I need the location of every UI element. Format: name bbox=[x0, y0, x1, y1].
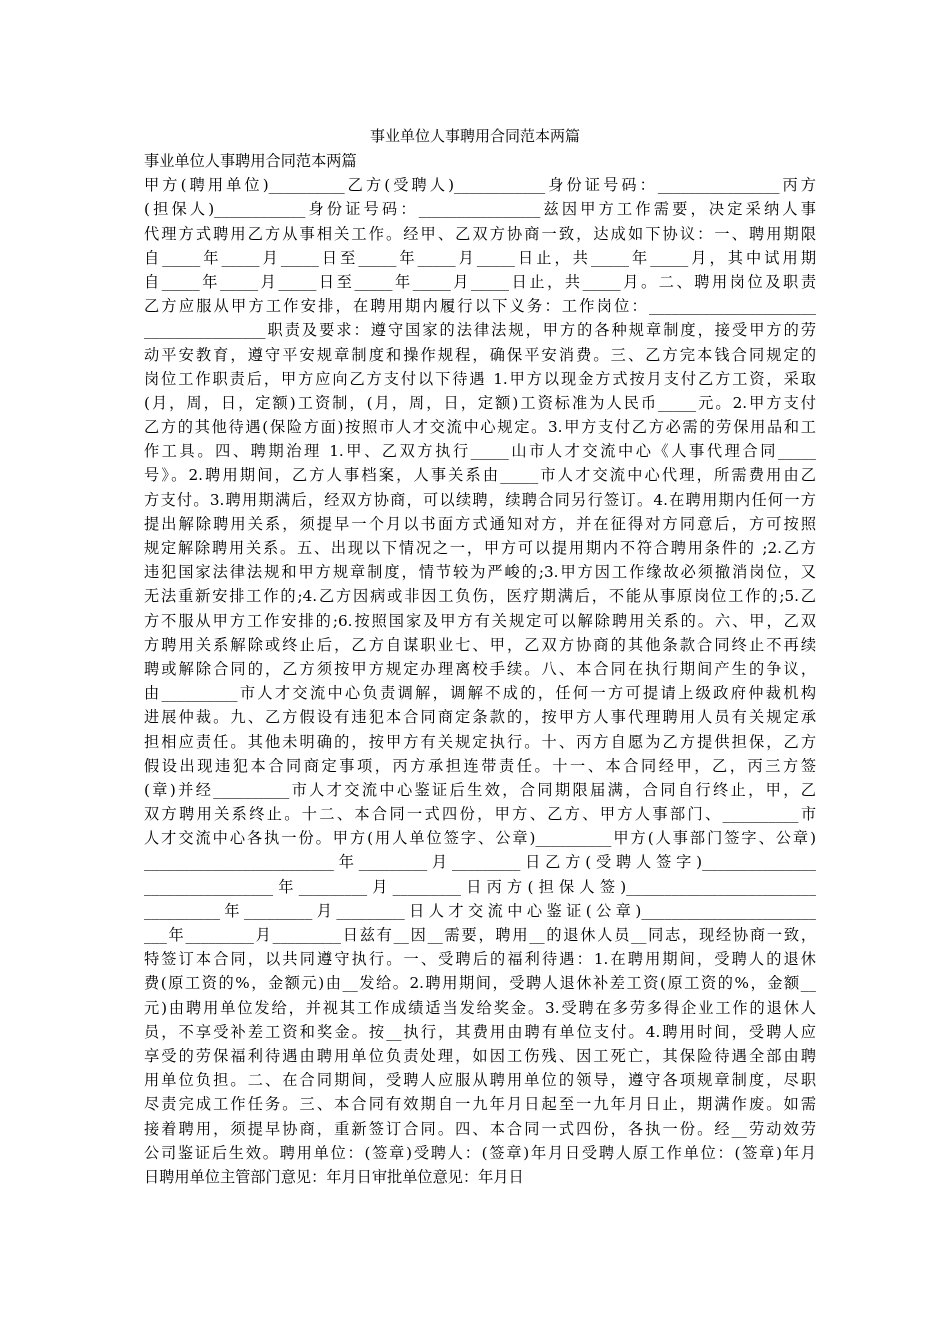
document-line: __________年_________月_________日人才交流中心鉴证(公章)_______________________ bbox=[144, 901, 816, 920]
document-line: (月，周，日，定额)工资制，(月，周，日，定额)工资标准为人民币_____元。2.甲方支付 bbox=[144, 393, 816, 412]
document-line: 聘或解除合同的，乙方须按甲方规定办理离校手续。八、本合同在执行期间产生的争议， bbox=[144, 659, 816, 678]
document-line: ___年_________月_________日兹有__因__需要，聘用__的退休人员__同志，现经协商一致， bbox=[144, 926, 816, 944]
document-line: 人才交流中心各执一份。甲方(用人单位签字、公章)__________甲方(人事部门签字、公章) bbox=[144, 829, 816, 848]
document-line: 担相应责任。其他未明确的，按甲方有关规定执行。十、丙方自愿为乙方提供担保，乙方 bbox=[144, 732, 816, 751]
document-line: 方聘用关系解除或终止后，乙方自谋职业七、甲，乙双方协商的其他条款合同终止不再续 bbox=[144, 635, 816, 654]
document-title: 事业单位人事聘用合同范本两篇 bbox=[369, 127, 580, 145]
document-line: 自_____年_____月_____日至_____年_____月_____日止，共_____月。二、聘用岗位及职责 bbox=[144, 272, 816, 291]
document-line: 进展仲裁。九、乙方假设有违犯本合同商定条款的，按甲方人事代理聘用人员有关规定承 bbox=[144, 708, 816, 727]
document-line: 假设出现违犯本合同商定事项，丙方承担连带责任。十一、本合同经甲，乙，丙三方签 bbox=[144, 756, 816, 775]
document-line: 违犯国家法律法规和甲方规章制度，情节较为严峻的;3.甲方因工作缘故必须撤消岗位，又 bbox=[144, 563, 816, 582]
document-line: 规定解除聘用关系。五、出现以下情况之一，甲方可以提用期内不符合聘用条件的 ;2.乙方 bbox=[144, 539, 816, 557]
document-line: 由__________市人才交流中心负责调解，调解不成的，任何一方可提请上级政府仲裁机构 bbox=[144, 684, 816, 703]
document-line: ________________职责及要求：遵守国家的法律法规，甲方的各种规章制度，接受甲方的劳 bbox=[144, 321, 816, 340]
document-line: _________________年_________月_________日丙方(担保人签)_________________________ bbox=[144, 877, 816, 896]
document-line: 提出解除聘用关系，须提早一个月以书面方式通知对方，并在征得对方同意后，方可按照 bbox=[144, 514, 816, 533]
document-line: 元)由聘用单位发给，并视其工作成绩适当发给奖金。3.受聘在多劳多得企业工作的退休人 bbox=[144, 998, 816, 1017]
document-line: 方支付。3.聘用期满后，经双方协商，可以续聘，续聘合同另行签订。4.在聘用期内任何一方 bbox=[144, 490, 816, 509]
document-line: 公司鉴证后生效。聘用单位：(签章)受聘人：(签章)年月日受聘人原工作单位：(签章)年月 bbox=[144, 1143, 816, 1162]
document-line: 双方聘用关系终止。十二、本合同一式四份，甲方、乙方、甲方人事部门、__________市 bbox=[144, 805, 816, 824]
document-body bbox=[144, 149, 816, 1189]
document-line: 甲方(聘用单位)__________乙方(受聘人)____________身份证号码：________________丙方 bbox=[144, 176, 816, 195]
document-line: 号》。2.聘用期间，乙方人事档案，人事关系由_____市人才交流中心代理，所需费用由乙 bbox=[144, 466, 816, 485]
document-line: 日聘用单位主管部门意见：年月日审批单位意见：年月日 bbox=[144, 1167, 524, 1186]
document-line: 接着聘用，须提早协商，重新签订合同。四、本合同一式四份，各执一份。经__劳动效劳 bbox=[144, 1119, 816, 1138]
document-line: 岗位工作职责后，甲方应向乙方支付以下待遇 1.甲方以现金方式按月支付乙方工资，采取 bbox=[144, 369, 816, 388]
document-line: 用单位负担。二、在合同期间，受聘人应服从聘用单位的领导，遵守各项规章制度，尽职 bbox=[144, 1071, 816, 1090]
document-line: 无法重新安排工作的;4.乙方因病或非因工负伤，医疗期满后，不能从事原岗位工作的;5.乙 bbox=[144, 587, 816, 606]
document-line: 代理方式聘用乙方从事相关工作。经甲、乙双方协商一致，达成如下协议：一、聘用期限 bbox=[144, 224, 816, 243]
document-line: (章)并经__________市人才交流中心鉴证后生效，合同期限届满，合同自行终止，甲，乙 bbox=[144, 780, 816, 799]
document-line: 动平安教育，遵守平安规章制度和操作规程，确保平安消费。三、乙方完本钱合同规定的 bbox=[144, 345, 816, 364]
document-line: _________________________年_________月_________日乙方(受聘人签字)_______________ bbox=[144, 853, 816, 872]
document-line: 自_____年_____月_____日至_____年_____月_____日止，共_____年_____月，其中试用期 bbox=[144, 248, 816, 267]
document-line: 费(原工资的%，金额元)由__发给。2.聘用期间，受聘人退休补差工资(原工资的%，金额__ bbox=[144, 974, 816, 993]
document-line: 方不服从甲方工作安排的;6.按照国家及甲方有关规定可以解除聘用关系的。六、甲，乙双 bbox=[144, 611, 816, 630]
document-line: (担保人)____________身份证号码：________________兹因甲方工作需要，决定采纳人事 bbox=[144, 200, 816, 219]
document-line: 享受的劳保福利待遇由聘用单位负责处理，如因工伤残、因工死亡，其保险待遇全部由聘 bbox=[144, 1046, 816, 1065]
document-line: 事业单位人事聘用合同范本两篇 bbox=[144, 152, 357, 170]
document-line: 员，不享受补差工资和奖金。按__执行，其费用由聘有单位支付。4.聘用时间，受聘人应 bbox=[144, 1022, 816, 1041]
document-line: 乙方的其他待遇(保险方面)按照市人才交流中心规定。3.甲方支付乙方必需的劳保用品和工 bbox=[144, 418, 816, 437]
document-line: 作工具。四、聘期治理 1.甲、乙双方执行_____山市人才交流中心《人事代理合同_____ bbox=[144, 442, 816, 461]
document-line: 乙方应服从甲方工作安排，在聘用期内履行以下义务：工作岗位：______________________ bbox=[144, 297, 816, 316]
document-line: 尽责完成工作任务。三、本合同有效期自一九年月日起至一九年月日止，期满作废。如需 bbox=[144, 1095, 816, 1114]
document-line: 特签订本合同，以共同遵守执行。一、受聘后的福利待遇：1.在聘用期间，受聘人的退休 bbox=[144, 950, 816, 969]
